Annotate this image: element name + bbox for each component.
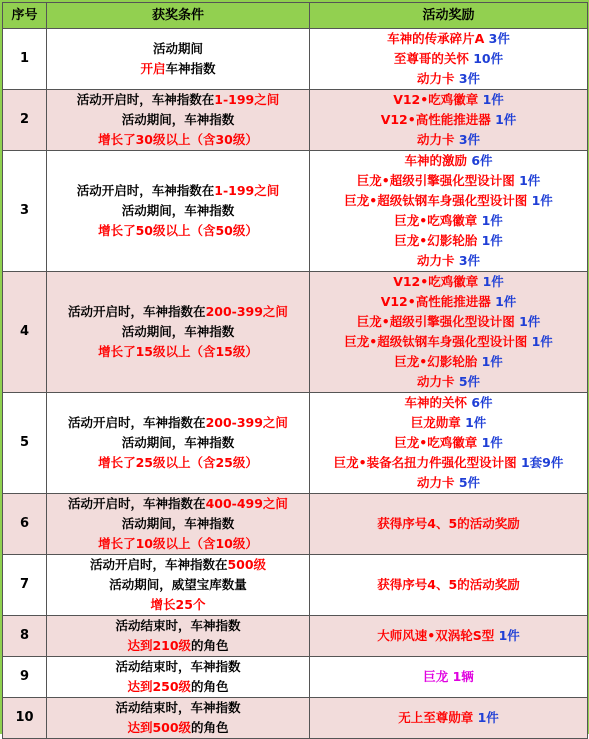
reward-line — [310, 312, 587, 332]
condition-line — [47, 413, 309, 433]
reward-line — [310, 667, 587, 687]
condition-line — [47, 453, 309, 473]
condition-text: 活动开启时，车神指数在 — [68, 304, 206, 319]
row-index: 8 — [3, 616, 47, 657]
reward-text: 车神的关怀 — [404, 395, 472, 410]
reward-cell — [310, 657, 588, 698]
condition-line — [47, 59, 309, 79]
reward-text: 巨龙勋章 — [410, 415, 466, 430]
reward-text: 3件 — [458, 71, 481, 86]
reward-line — [310, 626, 587, 646]
condition-text: 活动期间，威望宝库数量 — [109, 577, 247, 592]
reward-line — [310, 251, 587, 271]
condition-line — [47, 90, 309, 110]
reward-text: 动力卡 — [416, 132, 459, 147]
reward-line — [310, 231, 587, 251]
reward-cell — [310, 90, 588, 151]
reward-text: 1件 — [481, 354, 503, 369]
reward-text: 1件 — [498, 628, 520, 643]
condition-text: 活动期间，车神指数 — [121, 435, 235, 450]
condition-text: 活动期间，车神指数 — [121, 112, 235, 127]
reward-text: 1件 — [465, 415, 487, 430]
reward-text: V12•高性能推进器 — [380, 112, 496, 127]
reward-text: 10件 — [473, 51, 504, 66]
table-row — [3, 494, 588, 555]
reward-text: 巨龙•超级钛钢车身强化型设计图 — [344, 193, 532, 208]
reward-text: 5件 — [458, 374, 481, 389]
row-index: 9 — [3, 657, 47, 698]
table-row — [3, 657, 588, 698]
condition-text: 的角色 — [191, 720, 229, 735]
condition-cell — [47, 555, 310, 616]
reward-line — [310, 49, 587, 69]
condition-cell — [47, 698, 310, 739]
row-index: 1 — [3, 29, 47, 90]
condition-line — [47, 677, 309, 697]
condition-text: 500级 — [227, 557, 267, 572]
condition-cell — [47, 616, 310, 657]
reward-text: 3件 — [488, 31, 510, 46]
reward-text: 1件 — [495, 294, 517, 309]
reward-line — [310, 272, 587, 292]
condition-text: 活动结束时，车神指数 — [115, 618, 241, 633]
reward-line — [310, 393, 587, 413]
condition-text: 活动期间 — [152, 41, 203, 56]
condition-text: 活动结束时，车神指数 — [115, 700, 241, 715]
reward-text: 3件 — [458, 253, 481, 268]
table-row — [3, 29, 588, 90]
reward-line — [310, 575, 587, 595]
reward-line — [310, 211, 587, 231]
condition-text: 200-399之间 — [205, 415, 288, 430]
reward-cell — [310, 29, 588, 90]
reward-text: 1件 — [495, 112, 517, 127]
table-row — [3, 272, 588, 393]
reward-text: 1件 — [477, 710, 499, 725]
condition-line — [47, 322, 309, 342]
reward-text: 获得序号4、5的活动奖励 — [377, 577, 520, 592]
reward-cell — [310, 555, 588, 616]
reward-line — [310, 514, 587, 534]
condition-line — [47, 698, 309, 718]
condition-text: 达到250级 — [127, 679, 192, 694]
condition-text: 1-199之间 — [214, 92, 280, 107]
reward-text: 巨龙•吃鸡徽章 — [394, 435, 482, 450]
condition-line — [47, 514, 309, 534]
condition-text: 开启 — [140, 61, 166, 76]
reward-line — [310, 69, 587, 89]
row-index: 6 — [3, 494, 47, 555]
condition-line — [47, 494, 309, 514]
reward-text: 大师风速•双涡轮S型 — [377, 628, 499, 643]
reward-text: 车神的传承碎片A — [387, 31, 489, 46]
condition-text: 增长了30级以上（含30级） — [98, 132, 258, 147]
condition-text: 200-399之间 — [205, 304, 288, 319]
reward-text: 1套9件 — [520, 455, 564, 470]
condition-line — [47, 636, 309, 656]
reward-line — [310, 332, 587, 352]
reward-line — [310, 352, 587, 372]
reward-line — [310, 292, 587, 312]
reward-text: 巨龙•幻影轮胎 — [394, 233, 482, 248]
condition-line — [47, 555, 309, 575]
condition-text: 活动期间，车神指数 — [121, 203, 235, 218]
reward-line — [310, 413, 587, 433]
reward-text: 动力卡 — [416, 253, 459, 268]
condition-line — [47, 575, 309, 595]
reward-text: 巨龙•超级引擎强化型设计图 — [356, 173, 520, 188]
table-body — [3, 29, 588, 739]
condition-text: 活动期间，车神指数 — [121, 516, 235, 531]
table-row — [3, 555, 588, 616]
reward-cell — [310, 151, 588, 272]
condition-cell — [47, 151, 310, 272]
reward-text: 巨龙•吃鸡徽章 — [394, 213, 482, 228]
row-index: 10 — [3, 698, 47, 739]
condition-line — [47, 302, 309, 322]
condition-text: 达到500级 — [127, 720, 192, 735]
condition-text: 的角色 — [191, 638, 229, 653]
reward-text: 巨龙•装备名扭力件强化型设计图 — [333, 455, 521, 470]
reward-text: 巨龙 1辆 — [423, 669, 474, 684]
reward-text: 巨龙•幻影轮胎 — [394, 354, 482, 369]
reward-text: 1件 — [519, 314, 541, 329]
condition-text: 1-199之间 — [214, 183, 280, 198]
reward-line — [310, 110, 587, 130]
condition-text: 活动开启时，车神指数在 — [76, 183, 215, 198]
reward-text: 动力卡 — [416, 71, 459, 86]
condition-cell — [47, 657, 310, 698]
table-row — [3, 90, 588, 151]
condition-line — [47, 130, 309, 150]
condition-line — [47, 201, 309, 221]
reward-cell — [310, 698, 588, 739]
condition-line — [47, 718, 309, 738]
condition-line — [47, 181, 309, 201]
condition-text: 活动开启时，车神指数在 — [68, 415, 206, 430]
condition-line — [47, 221, 309, 241]
reward-text: V12•吃鸡徽章 — [393, 274, 483, 289]
condition-text: 增长了10级以上（含10级） — [98, 536, 258, 551]
condition-line — [47, 534, 309, 554]
reward-table — [2, 2, 588, 739]
reward-line — [310, 151, 587, 171]
reward-text: V12•吃鸡徽章 — [393, 92, 483, 107]
reward-text: 动力卡 — [416, 475, 459, 490]
reward-line — [310, 473, 587, 493]
condition-line — [47, 657, 309, 677]
condition-line — [47, 39, 309, 59]
reward-text: 6件 — [471, 395, 493, 410]
reward-text: 巨龙•超级钛钢车身强化型设计图 — [344, 334, 532, 349]
reward-line — [310, 29, 587, 49]
condition-text: 活动开启时，车神指数在 — [68, 496, 206, 511]
condition-text: 400-499之间 — [205, 496, 288, 511]
reward-text: 车神的激励 — [404, 153, 472, 168]
row-index: 2 — [3, 90, 47, 151]
condition-text: 增长了50级以上（含50级） — [98, 223, 258, 238]
reward-line — [310, 171, 587, 191]
reward-cell — [310, 393, 588, 494]
header-reward: 活动奖励 — [310, 3, 588, 29]
row-index: 3 — [3, 151, 47, 272]
condition-text: 活动开启时，车神指数在 — [89, 557, 228, 572]
condition-line — [47, 342, 309, 362]
condition-text: 的角色 — [191, 679, 229, 694]
reward-line — [310, 708, 587, 728]
condition-cell — [47, 393, 310, 494]
condition-text: 活动期间，车神指数 — [121, 324, 235, 339]
table-row — [3, 698, 588, 739]
table-row — [3, 393, 588, 494]
reward-text: 动力卡 — [416, 374, 459, 389]
row-index: 5 — [3, 393, 47, 494]
reward-line — [310, 453, 587, 473]
reward-line — [310, 90, 587, 110]
row-index: 7 — [3, 555, 47, 616]
reward-cell — [310, 272, 588, 393]
reward-line — [310, 191, 587, 211]
reward-text: 1件 — [481, 233, 503, 248]
condition-line — [47, 595, 309, 615]
condition-text: 车神指数 — [165, 61, 216, 76]
condition-text: 增长了25级以上（含25级） — [98, 455, 258, 470]
reward-text: 5件 — [458, 475, 481, 490]
condition-cell — [47, 272, 310, 393]
reward-text: 3件 — [458, 132, 481, 147]
header-index: 序号 — [3, 3, 47, 29]
condition-text: 活动开启时，车神指数在 — [76, 92, 215, 107]
condition-cell — [47, 90, 310, 151]
reward-line — [310, 372, 587, 392]
reward-text: 无上至尊勋章 — [398, 710, 478, 725]
table-row — [3, 151, 588, 272]
reward-text: 至尊哥的关怀 — [393, 51, 474, 66]
reward-text: 1件 — [482, 274, 504, 289]
header-condition: 获奖条件 — [47, 3, 310, 29]
reward-text: 获得序号4、5的活动奖励 — [377, 516, 520, 531]
reward-text: 1件 — [531, 334, 553, 349]
reward-cell — [310, 616, 588, 657]
reward-text: 6件 — [471, 153, 493, 168]
table-header-row — [3, 3, 588, 29]
row-index: 4 — [3, 272, 47, 393]
reward-text: 1件 — [519, 173, 541, 188]
condition-cell — [47, 494, 310, 555]
condition-line — [47, 616, 309, 636]
reward-text: 1件 — [531, 193, 553, 208]
condition-line — [47, 433, 309, 453]
table-row — [3, 616, 588, 657]
reward-line — [310, 433, 587, 453]
reward-text: V12•高性能推进器 — [380, 294, 496, 309]
reward-text: 1件 — [481, 435, 503, 450]
reward-text: 1件 — [481, 213, 503, 228]
condition-text: 增长了15级以上（含15级） — [98, 344, 258, 359]
condition-text: 增长25个 — [150, 597, 206, 612]
reward-text: 1件 — [482, 92, 504, 107]
condition-text: 活动结束时，车神指数 — [115, 659, 241, 674]
condition-text: 达到210级 — [127, 638, 192, 653]
condition-cell — [47, 29, 310, 90]
reward-cell — [310, 494, 588, 555]
reward-text: 巨龙•超级引擎强化型设计图 — [356, 314, 520, 329]
condition-line — [47, 110, 309, 130]
reward-line — [310, 130, 587, 150]
